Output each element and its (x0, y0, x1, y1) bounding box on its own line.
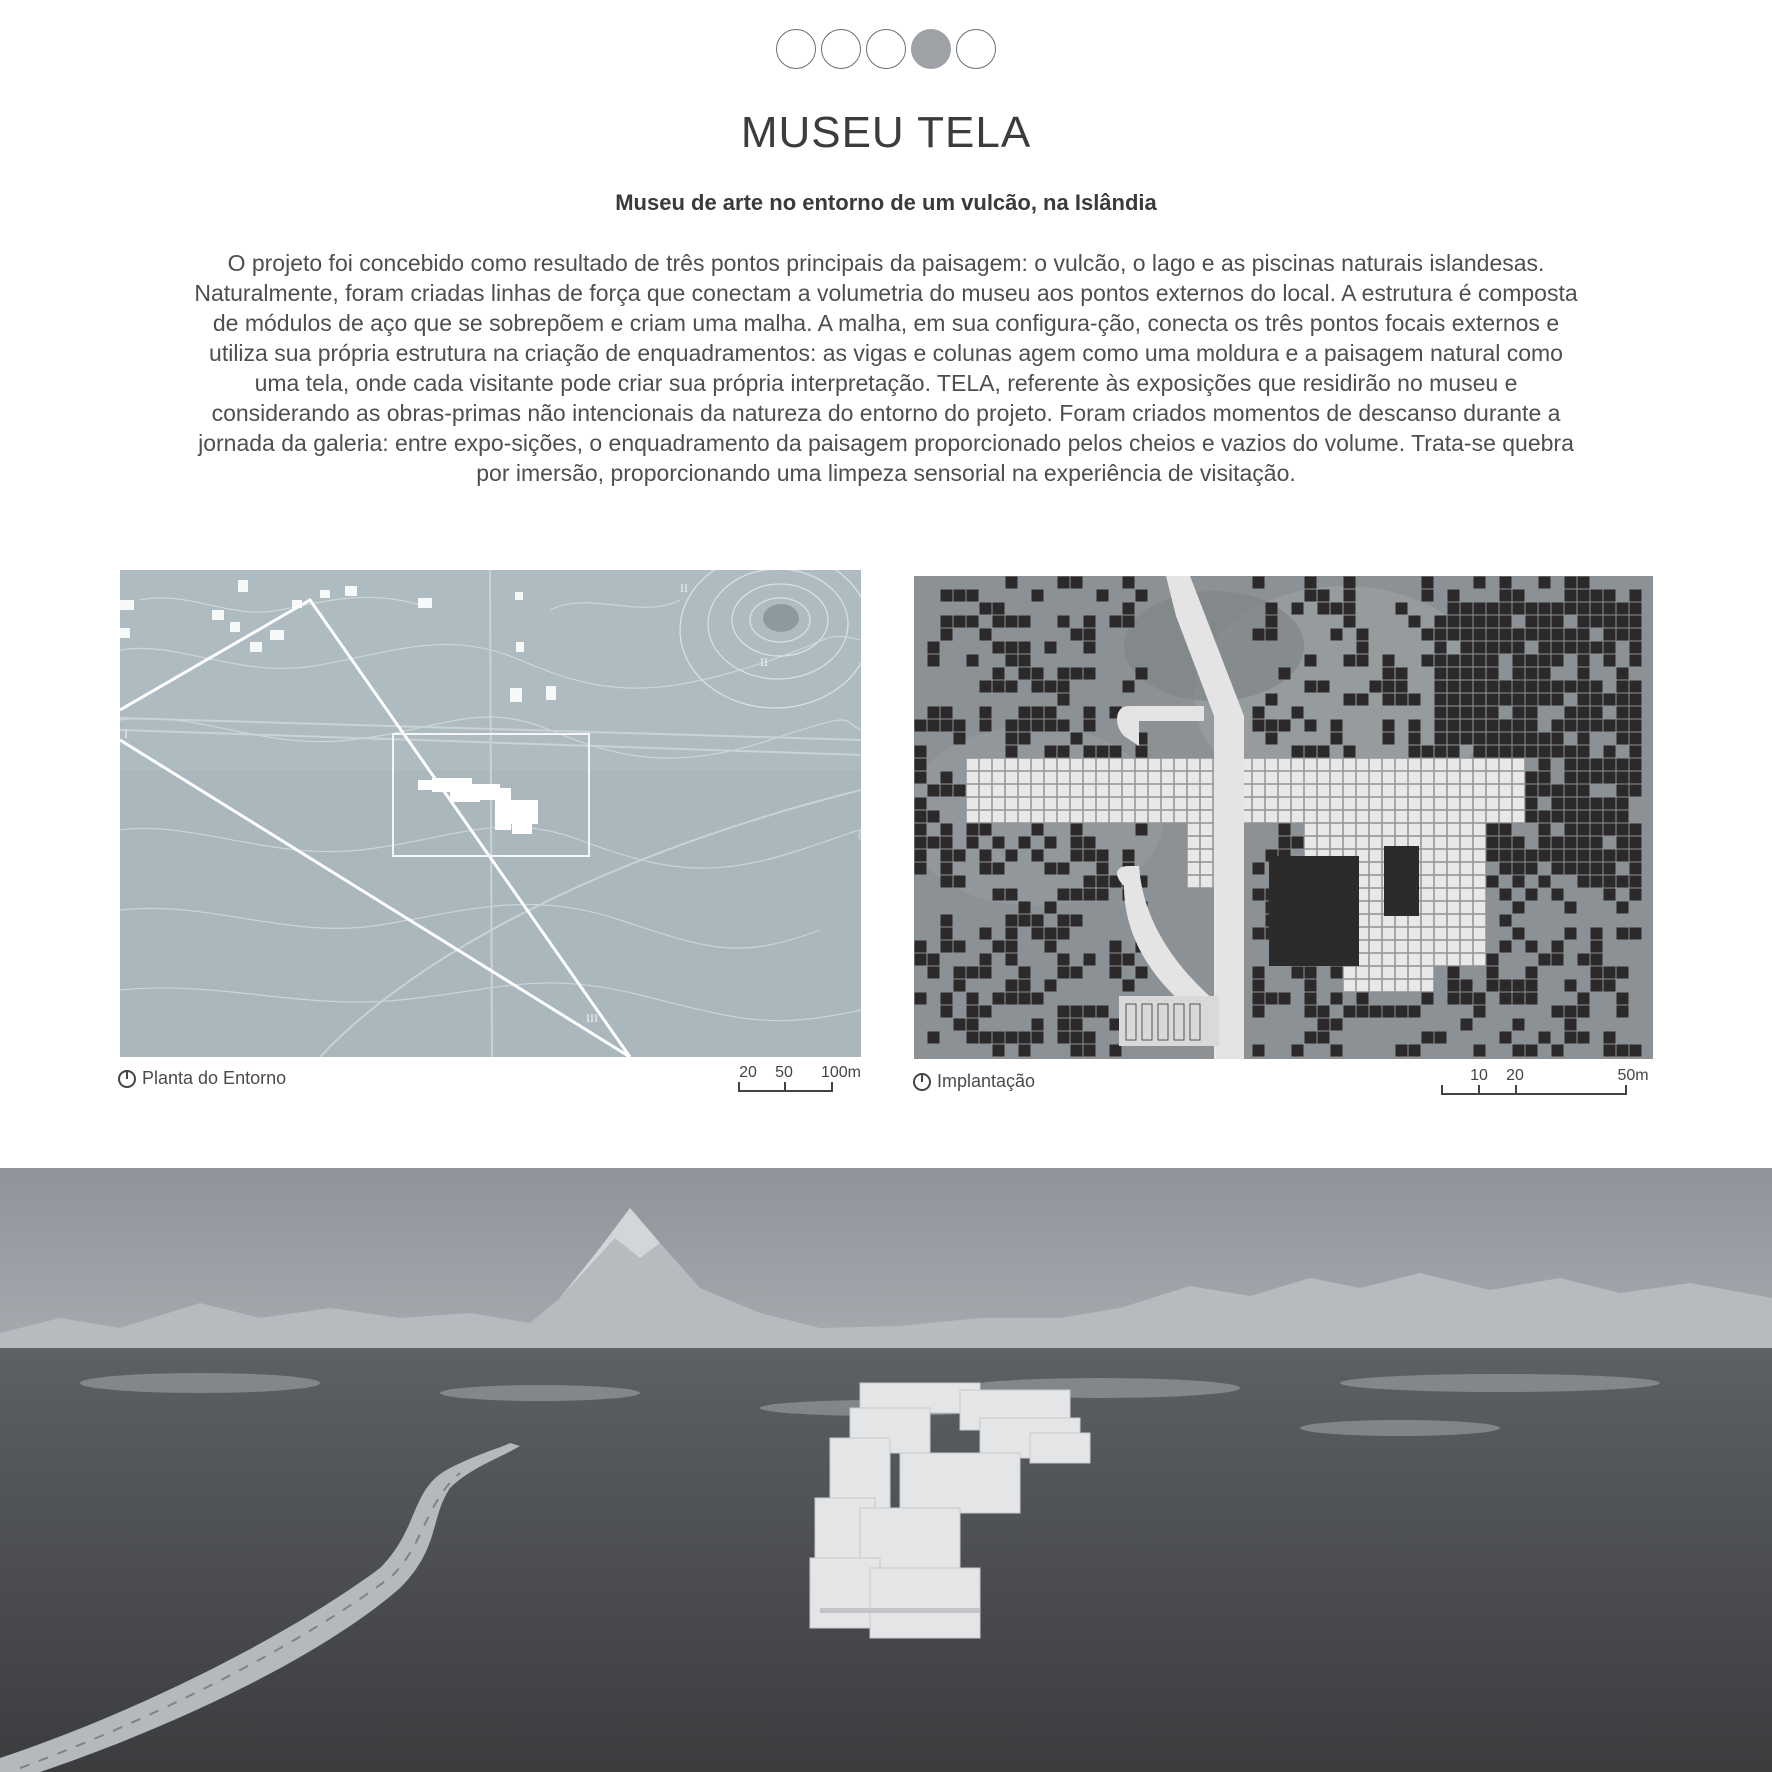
implantation-scale-bar (1441, 1067, 1649, 1107)
implantation-caption (913, 1071, 1035, 1092)
page-dot-4-active[interactable] (911, 29, 951, 69)
scale-label: 50m (1617, 1067, 1649, 1084)
site-plan-caption-label: Planta do Entorno (142, 1068, 287, 1088)
scale-label: 50 (775, 1064, 793, 1081)
implantation-caption-label: Implantação (937, 1071, 1036, 1091)
north-arrow-icon (118, 1070, 136, 1088)
page-dot-2[interactable] (821, 29, 861, 69)
scale-label: 10 (1470, 1067, 1488, 1084)
north-arrow-icon (913, 1073, 931, 1091)
implantation-drawing (914, 576, 1653, 1059)
scale-label: 20 (739, 1064, 757, 1081)
site-plan-map (120, 570, 861, 1057)
page-dot-5[interactable] (956, 29, 996, 69)
marker-I: I (124, 727, 128, 741)
marker-II-top: II (680, 581, 688, 595)
pagination-dots (0, 29, 1772, 69)
site-plan-scale-bar (738, 1064, 862, 1104)
implantation-plan (914, 576, 1653, 1059)
scale-label: 100m (820, 1064, 862, 1081)
page-dot-3[interactable] (866, 29, 906, 69)
museum-render-image (0, 1168, 1772, 1772)
site-plan-caption (118, 1068, 286, 1089)
scale-label: 20 (1506, 1067, 1524, 1084)
project-description: O projeto foi concebido como resultado de três pontos principais da paisagem: o vulcão, o lago e as piscinas naturais islandesas. Naturalmente, foram criadas linhas de força que conectam a volumetria do museu aos pontos externos do local. A estrutura é composta de módulos de aço que se sobrepõem e criam uma malha. A malha, em sua configura-ção, conecta os três pontos focais externos e utiliza sua própria estrutura na criação de enquadramentos: as vigas e colunas agem como uma moldura e a paisagem natural como uma tela, onde cada visitante pode criar sua própria interpretação. TELA, referente às exposições que residirão no museu e considerando as obras-primas não intencionais da natureza do entorno do projeto. Foram criados momentos de descanso durante a jornada da galeria: entre expo-sições, o enquadramento da paisagem proporcionado pelos cheios e vazios do volume. Trata-se quebra por imersão, proporcionando uma limpeza sensorial na experiência de visitação. (194, 250, 1578, 486)
marker-II: II (760, 655, 768, 669)
site-plan-drawing (120, 570, 861, 1057)
page-subtitle: Museu de arte no entorno de um vulcão, na Islândia (615, 190, 1157, 215)
marker-III: III (586, 1011, 598, 1025)
page-title: MUSEU TELA (740, 108, 1032, 157)
landscape-render (0, 1168, 1772, 1772)
page-dot-1[interactable] (776, 29, 816, 69)
